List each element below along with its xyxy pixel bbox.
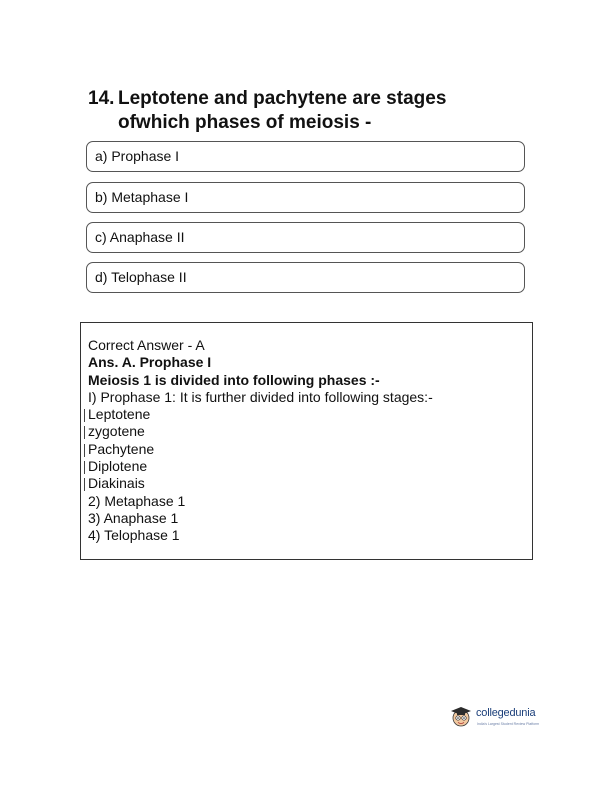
option-a[interactable]: a) Prophase I [86, 141, 525, 172]
prophase-intro: I) Prophase 1: It is further divided into following stages:- [88, 388, 433, 405]
collegedunia-logo [449, 704, 549, 734]
stage-item: Pachytene [88, 441, 532, 458]
correct-answer-text: Correct Answer - A [88, 337, 205, 353]
answer-box [80, 322, 533, 560]
graduate-mascot-icon [449, 704, 473, 728]
answer-title: Ans. A. Prophase I [88, 354, 212, 371]
option-d[interactable]: d) Telophase II [86, 262, 525, 293]
logo-name: collegedunia [476, 707, 536, 719]
stage-item: Diakinais [88, 475, 532, 492]
stage-item: zygotene [88, 423, 532, 440]
question-number: 14. [88, 88, 115, 109]
option-b[interactable]: b) Metaphase I [86, 182, 525, 213]
logo-tagline: India's Largest Student Review Platform [477, 722, 540, 726]
question-text-line-1: Leptotene and pachytene are stages [118, 88, 447, 109]
phase-item: 2) Metaphase 1 [88, 492, 186, 509]
question-text-line-2: ofwhich phases of meiosis - [118, 112, 372, 133]
phase-item: 4) Telophase 1 [88, 527, 180, 544]
question [88, 87, 508, 135]
stage-item: Diplotene [88, 458, 532, 475]
option-c[interactable]: c) Anaphase II [86, 222, 525, 253]
answer-heading: Meiosis 1 is divided into following phases :- [88, 371, 380, 388]
stage-item: Leptotene [88, 406, 532, 423]
phase-item: 3) Anaphase 1 [88, 509, 179, 526]
